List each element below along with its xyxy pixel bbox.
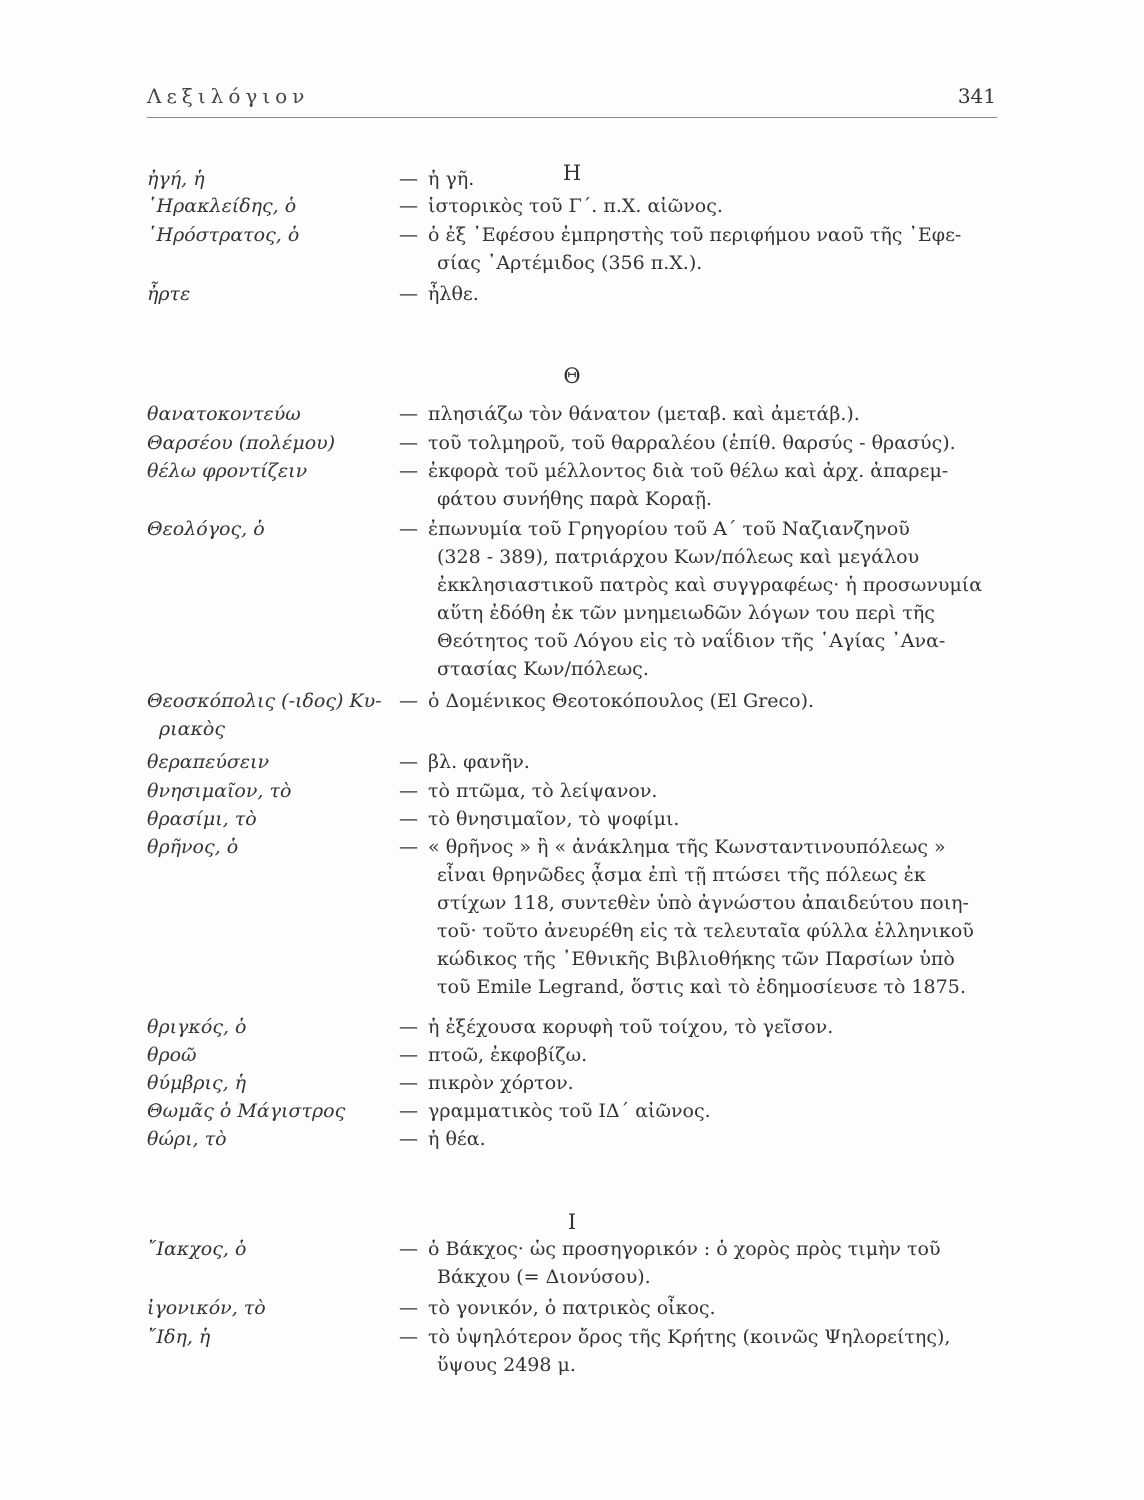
entry-term <box>147 192 402 220</box>
entry-definition <box>399 1323 997 1379</box>
entry-dash: — <box>399 168 425 190</box>
entry-term <box>147 833 402 861</box>
entry-term <box>147 515 402 543</box>
entry-dash: — <box>399 432 425 454</box>
entry-term-line: θροῶ <box>147 1044 197 1066</box>
entry-definition <box>399 221 997 277</box>
entry-term-line: Θαρσέου (πολέμου) <box>147 432 336 454</box>
entry-term <box>147 457 402 485</box>
entry-definition <box>399 1125 997 1153</box>
entry-dash: — <box>399 690 425 712</box>
entry-term-line: Θωμᾶς ὁ Μάγιστρος <box>147 1100 346 1122</box>
entry-definition <box>399 748 997 776</box>
entry-definition-line: — « θρῆνος » ἢ « ἀνάκλημα τῆς Κωνσταντινουπόλεως » <box>399 836 946 858</box>
entry-definition <box>399 1294 997 1322</box>
page-number: 341 <box>957 84 996 108</box>
entry-term <box>147 1041 402 1069</box>
entry-definition-line: — ἡ ἐξέχουσα κορυφὴ τοῦ τοίχου, τὸ γεῖσον. <box>399 1016 834 1038</box>
entry-term-line: θρῆνος, ὁ <box>147 836 239 858</box>
entry-term-line: θρασίμι, τὸ <box>147 808 257 830</box>
entry-dash: — <box>399 460 425 482</box>
entry-dash: — <box>399 1128 425 1150</box>
entry-definition-line: στίχων 118, συντεθὲν ὑπὸ ἀγνώστου ἀπαιδεύτου ποιη- <box>437 892 969 914</box>
entry-dash: — <box>399 751 425 773</box>
entry-definition-line: — ἐπωνυμία τοῦ Γρηγορίου τοῦ Α΄ τοῦ Ναζιανζηνοῦ <box>399 518 910 540</box>
entry-definition-line: τοῦ· τοῦτο ἀνευρέθη εἰς τὰ τελευταῖα φύλλα ἑλληνικοῦ <box>437 920 974 942</box>
entry-term <box>147 280 402 308</box>
entry-term <box>147 1013 402 1041</box>
entry-definition <box>399 192 997 220</box>
entry-definition <box>399 1013 997 1041</box>
entry-definition-line: ὕψους 2498 μ. <box>437 1354 576 1376</box>
entry-definition-line: — ὁ Δομένικος Θεοτοκόπουλος (El Greco). <box>399 690 815 712</box>
running-title: Λεξιλόγιον <box>147 84 310 108</box>
entry-term-line: Θεοσκόπολις (-ιδος) Κυ- <box>147 690 382 712</box>
entry-definition-line: τοῦ Emile Legrand, ὅστις καὶ τὸ ἐδημοσίευσε τὸ 1875. <box>437 976 966 998</box>
entry-term-line: θύμβρις, ἡ <box>147 1072 247 1094</box>
entry-term-line: ἦρτε <box>147 283 191 305</box>
entry-term <box>147 1235 402 1263</box>
entry-definition-line: — ἐκφορὰ τοῦ μέλλοντος διὰ τοῦ θέλω καὶ ἀρχ. ἀπαρεμ- <box>399 460 949 482</box>
entry-term <box>147 1125 402 1153</box>
entry-term-line: ῎Ιδη, ἡ <box>147 1326 211 1348</box>
entry-definition <box>399 429 997 457</box>
entry-definition <box>399 687 997 715</box>
entry-definition-line: — ἡ θέα. <box>399 1128 486 1150</box>
entry-dash: — <box>399 1326 425 1348</box>
entry-term <box>147 165 402 193</box>
entry-dash: — <box>399 1044 425 1066</box>
entry-definition <box>399 777 997 805</box>
entry-definition <box>399 515 997 683</box>
entry-dash: — <box>399 195 425 217</box>
entry-definition <box>399 805 997 833</box>
entry-definition <box>399 1097 997 1125</box>
entry-definition-line: — πλησιάζω τὸν θάνατον (μεταβ. καὶ ἀμετάβ.). <box>399 403 860 425</box>
entry-definition-line: — ὁ ἐξ ᾿Εφέσου ἐμπρηστὴς τοῦ περιφήμου ναοῦ τῆς ᾿Εφε- <box>399 224 962 246</box>
entry-definition-line: — πικρὸν χόρτον. <box>399 1072 574 1094</box>
entry-definition-line: — βλ. φανῆν. <box>399 751 530 773</box>
entry-definition-line: εἶναι θρηνῶδες ᾆσμα ἐπὶ τῇ πτώσει τῆς πόλεως ἐκ <box>437 864 926 886</box>
entry-definition <box>399 1069 997 1097</box>
entry-definition-line: — γραμματικὸς τοῦ ΙΔ΄ αἰῶνος. <box>399 1100 711 1122</box>
entry-term-line: θανατοκοντεύω <box>147 403 301 425</box>
header-rule <box>147 117 997 118</box>
entry-term-line: ῾Ηρακλείδης, ὁ <box>147 195 297 217</box>
entry-definition <box>399 457 997 513</box>
entry-term-line: θώρι, τὸ <box>147 1128 227 1150</box>
entry-term <box>147 777 402 805</box>
entry-term <box>147 748 402 776</box>
entry-dash: — <box>399 518 425 540</box>
entry-term <box>147 1323 402 1351</box>
entry-term-line: ἰγονικόν, τὸ <box>147 1297 266 1319</box>
entry-definition-line: Θεότητος τοῦ Λόγου εἰς τὸ ναΐδιον τῆς ῾Αγίας ᾿Ανα- <box>437 630 946 652</box>
entry-dash: — <box>399 1072 425 1094</box>
entry-definition <box>399 165 997 193</box>
entry-definition <box>399 833 997 1001</box>
entry-term <box>147 400 402 428</box>
entry-term <box>147 1294 402 1322</box>
entry-dash: — <box>399 224 425 246</box>
entry-dash: — <box>399 403 425 425</box>
section-letter: Ι <box>567 1210 577 1234</box>
entry-dash: — <box>399 1016 425 1038</box>
entry-term-line: θέλω φροντίζειν <box>147 460 308 482</box>
entry-term-line: θεραπεύσειν <box>147 751 270 773</box>
entry-definition <box>399 400 997 428</box>
entry-term <box>147 429 402 457</box>
entry-dash: — <box>399 836 425 858</box>
entry-definition-line: κώδικος τῆς ᾿Εθνικῆς Βιβλιοθήκης τῶν Παρσίων ὑπὸ <box>437 948 955 970</box>
entry-definition-line: — ὁ Βάκχος· ὡς προσηγορικόν : ὁ χορὸς πρὸς τιμὴν τοῦ <box>399 1238 941 1260</box>
entry-definition-line: — τὸ γονικόν, ὁ πατρικὸς οἶκος. <box>399 1297 716 1319</box>
entry-term <box>147 687 402 743</box>
entry-definition-line: — ἦλθε. <box>399 283 479 305</box>
entry-definition-line: — τοῦ τολμηροῦ, τοῦ θαρραλέου (ἐπίθ. θαρσύς - θρασύς). <box>399 432 956 454</box>
entry-dash: — <box>399 1238 425 1260</box>
entry-term <box>147 221 402 249</box>
entry-definition-line: — τὸ ὑψηλότερον ὄρος τῆς Κρήτης (κοινῶς Ψηλορείτης), <box>399 1326 951 1348</box>
entry-term-line: Θεολόγος, ὁ <box>147 518 265 540</box>
entry-term-line: ριακὸς <box>159 718 225 740</box>
section-letter: Θ <box>563 364 581 388</box>
entry-definition <box>399 1235 997 1291</box>
entry-definition-line: — τὸ πτῶμα, τὸ λείψανον. <box>399 780 658 802</box>
entry-term-line: θριγκός, ὁ <box>147 1016 247 1038</box>
entry-definition-line: — πτοῶ, ἐκφοβίζω. <box>399 1044 588 1066</box>
entry-definition <box>399 1041 997 1069</box>
entry-definition-line: — ἡ γῆ. <box>399 168 475 190</box>
entry-definition-line: — τὸ θνησιμαῖον, τὸ ψοφίμι. <box>399 808 680 830</box>
entry-term <box>147 1069 402 1097</box>
entry-definition-line: (328 - 389), πατριάρχου Κων/πόλεως καὶ μεγάλου <box>437 546 920 568</box>
entry-term <box>147 1097 402 1125</box>
entry-term-line: ἠγή, ἡ <box>147 168 205 190</box>
entry-term <box>147 805 402 833</box>
entry-dash: — <box>399 780 425 802</box>
entry-definition-line: σίας ᾿Αρτέμιδος (356 π.Χ.). <box>437 252 703 274</box>
entry-term-line: ῎Ιακχος, ὁ <box>147 1238 247 1260</box>
section-letter: Η <box>562 161 582 185</box>
entry-definition-line: Βάκχου (= Διονύσου). <box>437 1266 651 1288</box>
entry-definition-line: φάτου συνήθης παρὰ Κοραῇ. <box>437 488 713 510</box>
entry-dash: — <box>399 808 425 830</box>
entry-definition-line: αὕτη ἐδόθη ἐκ τῶν μνημειωδῶν λόγων του περὶ τῆς <box>437 602 935 624</box>
entry-term-line: ῾Ηρόστρατος, ὁ <box>147 224 300 246</box>
entry-definition <box>399 280 997 308</box>
entry-definition-line: ἐκκλησιαστικοῦ πατρὸς καὶ συγγραφέως· ἡ προσωνυμία <box>437 574 983 596</box>
entry-term-line: θνησιμαῖον, τὸ <box>147 780 292 802</box>
entry-definition-line: στασίας Κων/πόλεως. <box>437 658 649 680</box>
entry-dash: — <box>399 283 425 305</box>
entry-dash: — <box>399 1297 425 1319</box>
entry-dash: — <box>399 1100 425 1122</box>
entry-definition-line: — ἱστορικὸς τοῦ Γ΄. π.Χ. αἰῶνος. <box>399 195 723 217</box>
